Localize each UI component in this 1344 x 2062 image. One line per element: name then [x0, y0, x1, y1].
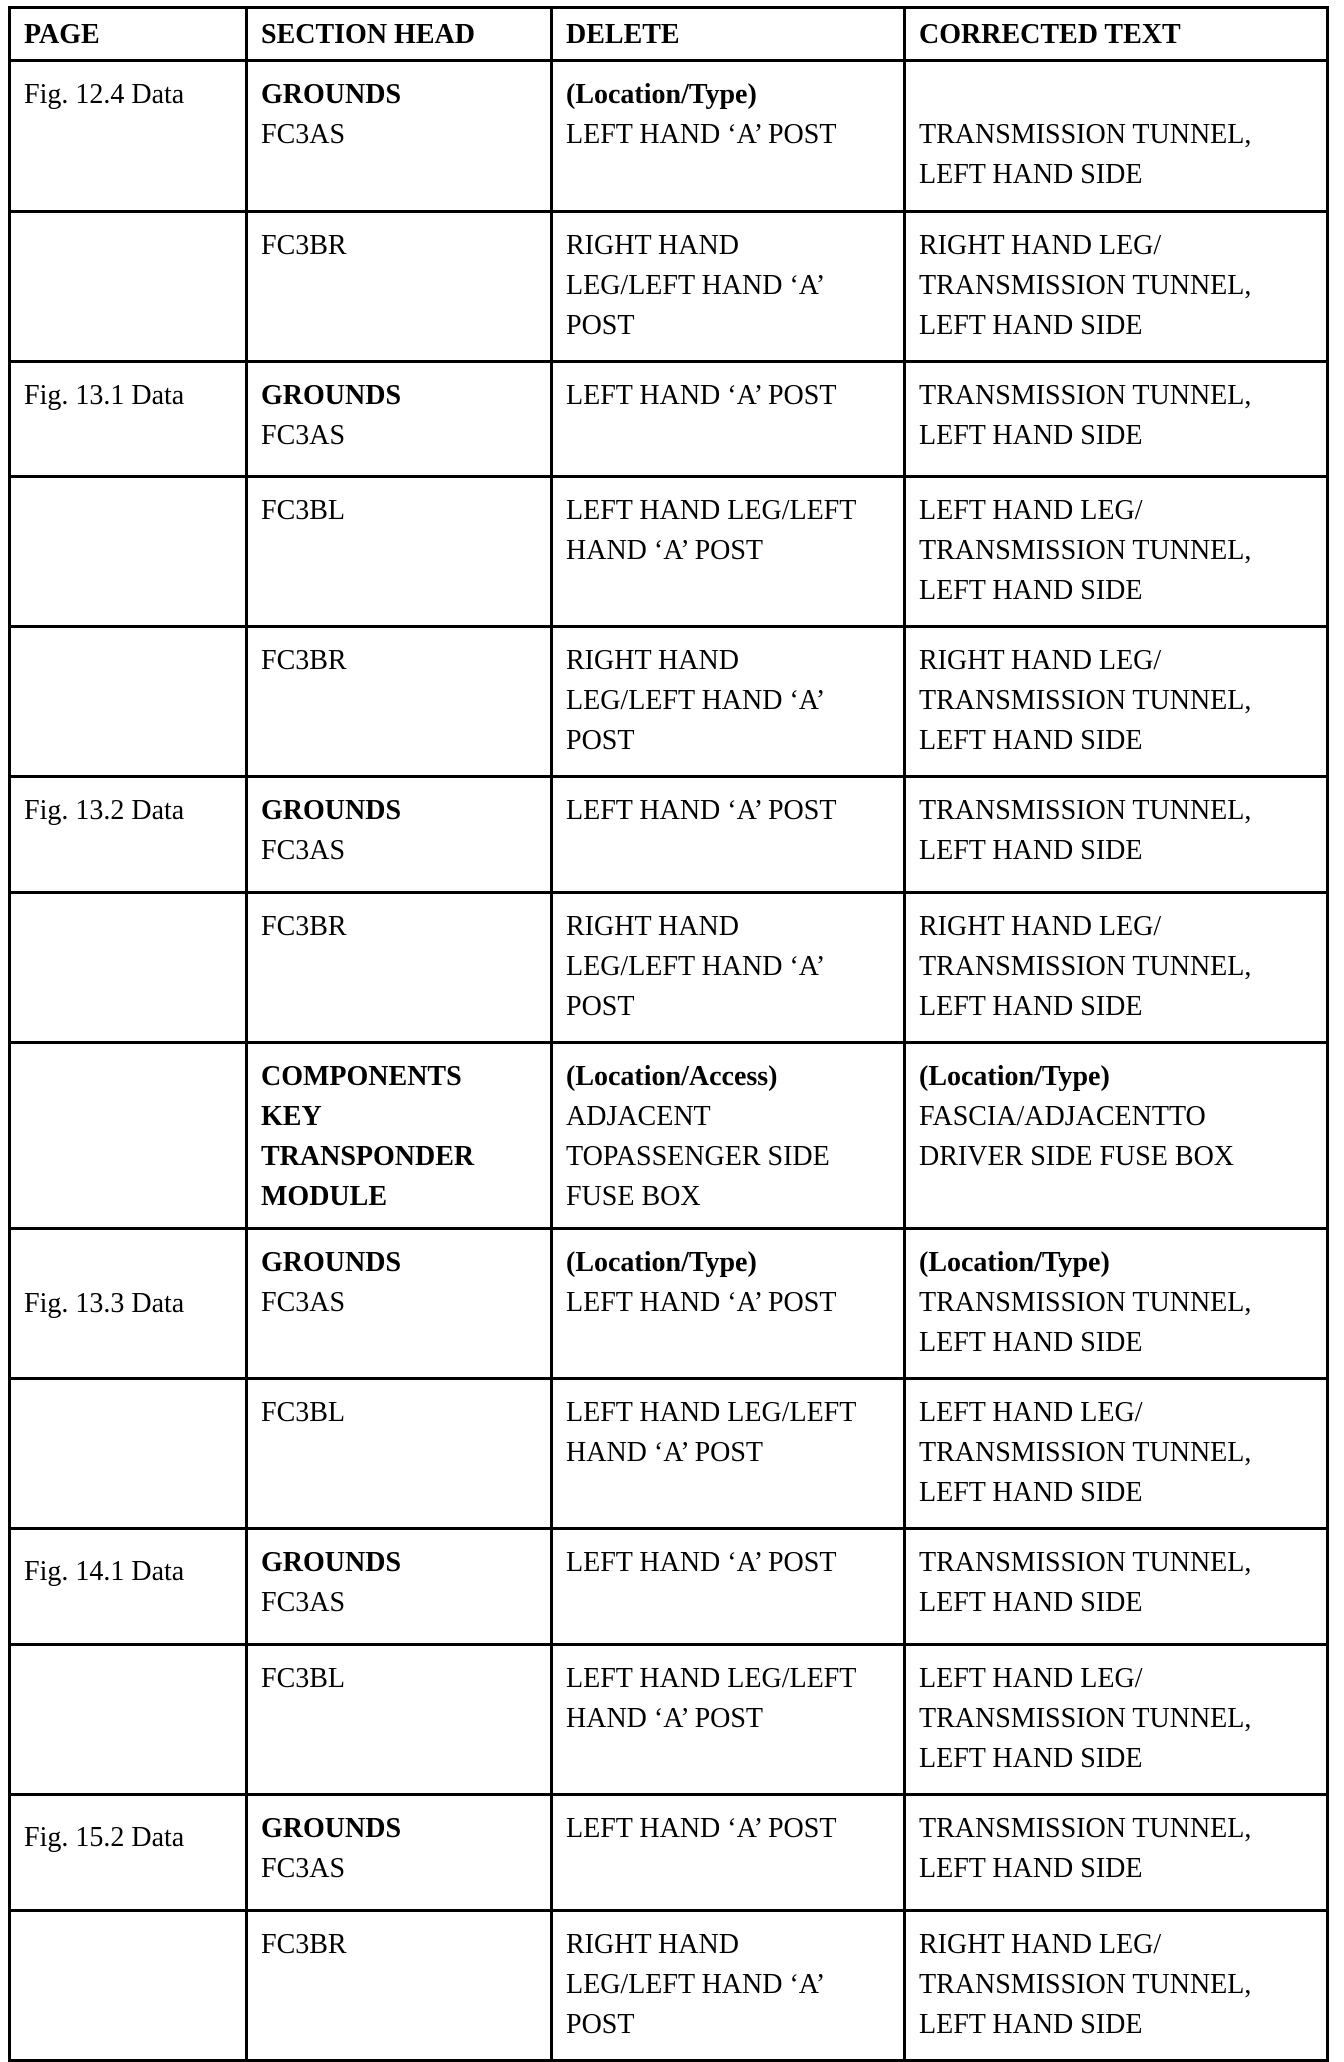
corrected-text-line: DRIVER SIDE FUSE BOX — [919, 1141, 1235, 1172]
section-head-line: COMPONENTS — [261, 1061, 462, 1092]
delete-line: LEFT HAND ‘A’ POST — [566, 1813, 837, 1844]
corrected-text-line: LEFT HAND SIDE — [919, 725, 1143, 756]
delete-cell — [552, 627, 905, 777]
section-head-line: TRANSPONDER — [261, 1141, 475, 1172]
header-row — [10, 8, 1328, 61]
delete-line: HAND ‘A’ POST — [566, 1437, 764, 1468]
corrected-text-cell — [905, 1043, 1328, 1229]
corrected-text-line: RIGHT HAND LEG/ — [919, 911, 1162, 942]
corrected-text-line: TRANSMISSION TUNNEL, — [919, 1969, 1252, 2000]
delete-line: RIGHT HAND — [566, 911, 739, 942]
header-corrected-text: CORRECTED TEXT — [905, 8, 1328, 61]
corrected-text-line: TRANSMISSION TUNNEL, — [919, 685, 1252, 716]
delete-cell — [552, 1529, 905, 1645]
page-cell: Fig. 15.2 Data — [10, 1795, 247, 1911]
table-body — [10, 61, 1328, 2061]
table-row — [10, 477, 1328, 627]
page-cell — [10, 1043, 247, 1229]
delete-line: LEG/LEFT HAND ‘A’ — [566, 685, 826, 716]
delete-cell — [552, 477, 905, 627]
corrected-text-cell — [905, 362, 1328, 477]
delete-line: (Location/Type) — [566, 79, 757, 110]
page-cell: Fig. 12.4 Data — [10, 61, 247, 212]
delete-line: POST — [566, 725, 635, 756]
table-row — [10, 1229, 1328, 1379]
section-head-cell — [247, 1043, 552, 1229]
section-head-cell — [247, 1645, 552, 1795]
corrected-text-line: LEFT HAND SIDE — [919, 835, 1143, 866]
page-cell: Fig. 13.3 Data — [10, 1229, 247, 1379]
corrected-text-cell — [905, 61, 1328, 212]
corrected-text-cell — [905, 893, 1328, 1043]
section-head-cell — [247, 627, 552, 777]
delete-cell — [552, 777, 905, 893]
delete-line: LEFT HAND LEG/LEFT — [566, 1397, 857, 1428]
corrected-text-cell — [905, 1911, 1328, 2061]
page-cell — [10, 477, 247, 627]
delete-line: LEFT HAND ‘A’ POST — [566, 795, 837, 826]
table-row — [10, 1911, 1328, 2061]
table-row — [10, 893, 1328, 1043]
corrected-text-line: LEFT HAND LEG/ — [919, 495, 1143, 526]
section-head-line: FC3AS — [261, 119, 346, 150]
section-head-cell — [247, 477, 552, 627]
page-cell — [10, 212, 247, 362]
corrected-text-line: TRANSMISSION TUNNEL, — [919, 1547, 1252, 1578]
delete-line: LEG/LEFT HAND ‘A’ — [566, 951, 826, 982]
table-row — [10, 777, 1328, 893]
corrected-text-line: TRANSMISSION TUNNEL, — [919, 1813, 1252, 1844]
table-row — [10, 61, 1328, 212]
section-head-line: MODULE — [261, 1181, 387, 1212]
corrected-text-line: LEFT HAND SIDE — [919, 159, 1143, 190]
page-cell — [10, 1645, 247, 1795]
delete-line: LEFT HAND ‘A’ POST — [566, 1547, 837, 1578]
table-row — [10, 1529, 1328, 1645]
table-row — [10, 212, 1328, 362]
delete-line: LEFT HAND ‘A’ POST — [566, 119, 837, 150]
delete-cell — [552, 1911, 905, 2061]
delete-line: ADJACENT — [566, 1101, 711, 1132]
delete-line: LEG/LEFT HAND ‘A’ — [566, 270, 826, 301]
corrected-text-line: LEFT HAND SIDE — [919, 1587, 1143, 1618]
delete-line: FUSE BOX — [566, 1181, 701, 1212]
delete-line: HAND ‘A’ POST — [566, 535, 764, 566]
delete-cell — [552, 1229, 905, 1379]
section-head-cell — [247, 1529, 552, 1645]
corrected-text-line: LEFT HAND SIDE — [919, 420, 1143, 451]
section-head-line: KEY — [261, 1101, 322, 1132]
corrected-text-line: TRANSMISSION TUNNEL, — [919, 380, 1252, 411]
delete-cell — [552, 1043, 905, 1229]
section-head-cell — [247, 61, 552, 212]
errata-table — [8, 6, 1329, 2062]
corrected-text-line: LEFT HAND SIDE — [919, 991, 1143, 1022]
delete-cell — [552, 1645, 905, 1795]
section-head-line: FC3BR — [261, 230, 347, 261]
corrected-text-line: LEFT HAND SIDE — [919, 2009, 1143, 2040]
corrected-text-cell — [905, 477, 1328, 627]
corrected-text-line: LEFT HAND LEG/ — [919, 1663, 1143, 1694]
delete-line: POST — [566, 2009, 635, 2040]
corrected-text-line: TRANSMISSION TUNNEL, — [919, 1287, 1252, 1318]
section-head-cell — [247, 777, 552, 893]
page-cell: Fig. 13.1 Data — [10, 362, 247, 477]
page-cell: Fig. 13.2 Data — [10, 777, 247, 893]
delete-line: HAND ‘A’ POST — [566, 1703, 764, 1734]
table-row — [10, 1645, 1328, 1795]
delete-cell — [552, 61, 905, 212]
delete-line: TOPASSENGER SIDE — [566, 1141, 830, 1172]
header-section-head: SECTION HEAD — [247, 8, 552, 61]
section-head-cell — [247, 1911, 552, 2061]
corrected-text-line: RIGHT HAND LEG/ — [919, 230, 1162, 261]
section-head-line: FC3BL — [261, 1663, 346, 1694]
section-head-cell — [247, 1229, 552, 1379]
table-row — [10, 362, 1328, 477]
section-head-line: FC3AS — [261, 420, 346, 451]
section-head-cell — [247, 1795, 552, 1911]
section-head-cell — [247, 893, 552, 1043]
corrected-text-line: RIGHT HAND LEG/ — [919, 645, 1162, 676]
corrected-text-line — [919, 75, 1312, 115]
section-head-line: FC3AS — [261, 1853, 346, 1884]
delete-line: RIGHT HAND — [566, 1929, 739, 1960]
corrected-text-line: RIGHT HAND LEG/ — [919, 1929, 1162, 1960]
corrected-text-line: FASCIA/ADJACENTTO — [919, 1101, 1206, 1132]
corrected-text-cell — [905, 1795, 1328, 1911]
section-head-line: GROUNDS — [261, 1247, 402, 1278]
header-delete: DELETE — [552, 8, 905, 61]
corrected-text-cell — [905, 627, 1328, 777]
corrected-text-line: LEFT HAND SIDE — [919, 1743, 1143, 1774]
corrected-text-line: TRANSMISSION TUNNEL, — [919, 1437, 1252, 1468]
page-cell — [10, 1911, 247, 2061]
corrected-text-cell — [905, 777, 1328, 893]
delete-line: LEFT HAND ‘A’ POST — [566, 380, 837, 411]
table-row — [10, 1795, 1328, 1911]
section-head-line: FC3AS — [261, 1587, 346, 1618]
section-head-line: FC3BR — [261, 645, 347, 676]
page-cell: Fig. 14.1 Data — [10, 1529, 247, 1645]
delete-line: LEG/LEFT HAND ‘A’ — [566, 1969, 826, 2000]
table-row — [10, 1379, 1328, 1529]
corrected-text-cell — [905, 1529, 1328, 1645]
corrected-text-cell — [905, 212, 1328, 362]
section-head-line: FC3BL — [261, 1397, 346, 1428]
section-head-line: FC3BR — [261, 1929, 347, 1960]
delete-line: POST — [566, 310, 635, 341]
delete-line: LEFT HAND LEG/LEFT — [566, 495, 857, 526]
section-head-line: GROUNDS — [261, 1813, 402, 1844]
corrected-text-line: TRANSMISSION TUNNEL, — [919, 951, 1252, 982]
corrected-text-cell — [905, 1379, 1328, 1529]
section-head-line: FC3AS — [261, 1287, 346, 1318]
section-head-line: FC3AS — [261, 835, 346, 866]
delete-line: (Location/Access) — [566, 1061, 778, 1092]
table-row — [10, 627, 1328, 777]
section-head-line: FC3BR — [261, 911, 347, 942]
delete-cell — [552, 893, 905, 1043]
section-head-cell — [247, 212, 552, 362]
page-cell — [10, 1379, 247, 1529]
section-head-line: GROUNDS — [261, 1547, 402, 1578]
delete-line: POST — [566, 991, 635, 1022]
delete-line: RIGHT HAND — [566, 645, 739, 676]
corrected-text-line: (Location/Type) — [919, 1247, 1110, 1278]
section-head-line: FC3BL — [261, 495, 346, 526]
corrected-text-line: LEFT HAND SIDE — [919, 1327, 1143, 1358]
corrected-text-cell — [905, 1645, 1328, 1795]
section-head-cell — [247, 1379, 552, 1529]
corrected-text-line: TRANSMISSION TUNNEL, — [919, 535, 1252, 566]
corrected-text-line: TRANSMISSION TUNNEL, — [919, 119, 1252, 150]
corrected-text-line: LEFT HAND SIDE — [919, 1477, 1143, 1508]
delete-cell — [552, 1379, 905, 1529]
delete-line: RIGHT HAND — [566, 230, 739, 261]
delete-cell — [552, 212, 905, 362]
delete-line: LEFT HAND ‘A’ POST — [566, 1287, 837, 1318]
header-page: PAGE — [10, 8, 247, 61]
page-cell — [10, 627, 247, 777]
corrected-text-cell — [905, 1229, 1328, 1379]
section-head-line: GROUNDS — [261, 380, 402, 411]
corrected-text-line: (Location/Type) — [919, 1061, 1110, 1092]
corrected-text-line: LEFT HAND SIDE — [919, 310, 1143, 341]
delete-line: (Location/Type) — [566, 1247, 757, 1278]
corrected-text-line: LEFT HAND SIDE — [919, 575, 1143, 606]
delete-cell — [552, 1795, 905, 1911]
corrected-text-line: LEFT HAND SIDE — [919, 1853, 1143, 1884]
delete-line: LEFT HAND LEG/LEFT — [566, 1663, 857, 1694]
corrected-text-line: LEFT HAND LEG/ — [919, 1397, 1143, 1428]
table-row — [10, 1043, 1328, 1229]
corrected-text-line: TRANSMISSION TUNNEL, — [919, 1703, 1252, 1734]
corrected-text-line: TRANSMISSION TUNNEL, — [919, 270, 1252, 301]
corrected-text-line: TRANSMISSION TUNNEL, — [919, 795, 1252, 826]
section-head-line: GROUNDS — [261, 79, 402, 110]
delete-cell — [552, 362, 905, 477]
section-head-cell — [247, 362, 552, 477]
section-head-line: GROUNDS — [261, 795, 402, 826]
page-cell — [10, 893, 247, 1043]
